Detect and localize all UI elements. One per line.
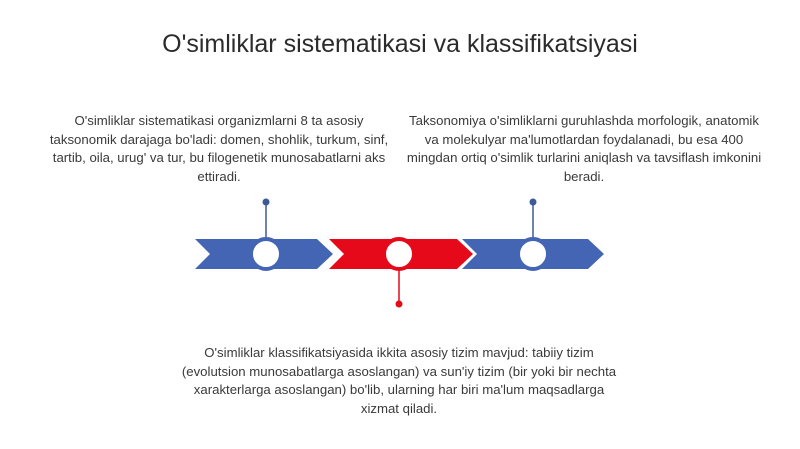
timeline-node-right [518, 239, 548, 269]
timeline-pin-head-right [530, 199, 537, 206]
timeline-pin-head-left [263, 199, 270, 206]
timeline-node-middle [384, 239, 414, 269]
timeline-text-middle: O'simliklar klassifikatsiyasida ikkita asosiy tizim mavjud: tabiiy tizim (evolutsion munosabatlarga asoslangan) va sun'iy tizim (bir yoki bir nechta xarakterlarga asoslangan) bo'lib, ularning har biri ma'lum maqsadlarga xizmat qiladi. [181, 345, 617, 416]
timeline-node-left [251, 239, 281, 269]
timeline-text-left: O'simliklar sistematikasi organizmlarni 8 ta asosiy taksonomik darajaga bo'ladi: domen, shohlik, turkum, sinf, tartib, oila, urug' va tur, bu filogenetik munosabatlarni aks ettiradi. [49, 113, 389, 184]
slide-title: O'simliklar sistematikasi va klassifikatsiyasi [162, 30, 638, 58]
timeline-pin-head-middle [396, 301, 403, 308]
timeline-text-right: Taksonomiya o'simliklarni guruhlashda morfologik, anatomik va molekulyar ma'lumotlardan foydalanadi, bu esa 400 mingdan ortiq o'simlik turlarini aniqlash va tavsiflash imkonini beradi. [406, 113, 762, 184]
